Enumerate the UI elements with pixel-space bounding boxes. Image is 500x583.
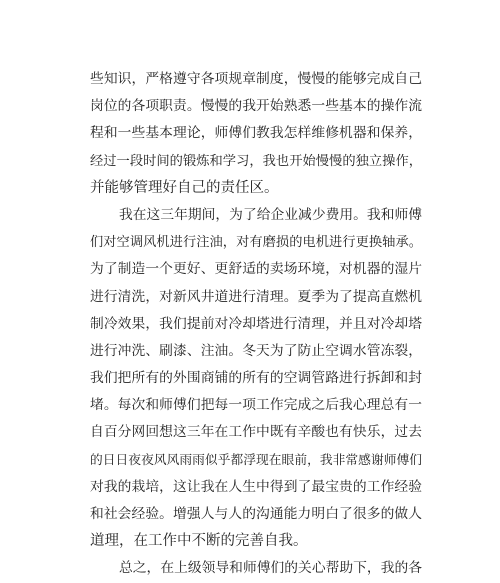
text-line: 道理，在工作中不断的完善自我。 — [90, 533, 308, 550]
paragraph-start-line: 总之，在上级领导和师傅们的关心帮助下，我的各 — [119, 560, 422, 577]
text-line: 我们把所有的外围商铺的所有的空调管路进行拆卸和封 — [90, 370, 422, 387]
text-line: 和社会经验。增强人与人的沟通能力明白了很多的做人 — [90, 506, 422, 522]
text-line: 对我的栽培，这让我在人生中得到了最宝贵的工作经验 — [90, 478, 422, 495]
text-line: 进行清洗，对新风井道进行清理。夏季为了提高直燃机 — [90, 288, 422, 305]
text-line: 进行冲洗、刷漆、注油。冬天为了防止空调水管冻裂， — [90, 342, 422, 359]
text-line: 制冷效果，我们提前对冷却塔进行清理，并且对冷却塔 — [90, 315, 422, 332]
text-line: 经过一段时间的锻炼和学习，我也开始慢慢的独立操作， — [90, 153, 422, 169]
text-line: 为了制造一个更好、更舒适的卖场环境，对机器的湿片 — [90, 261, 422, 278]
text-line: 并能够管理好自己的责任区。 — [90, 179, 279, 196]
text-line: 程和一些基本理论，师傅们教我怎样维修机器和保养， — [90, 125, 422, 142]
paragraph-start-line: 我在这三年期间，为了给企业减少费用。我和师傅 — [119, 206, 422, 223]
text-line: 堵。每次和师傅们把每一项工作完成之后我心理总有一 — [90, 397, 422, 414]
text-line: 的日日夜夜风风雨雨似乎都浮现在眼前，我非常感谢师傅们 — [90, 452, 422, 468]
document-body — [90, 66, 422, 583]
text-line: 岗位的各项职责。慢慢的我开始熟悉一些基本的操作流 — [90, 98, 422, 115]
text-line: 些知识，严格遵守各项规章制度，慢慢的能够完成自己 — [90, 71, 422, 87]
text-line: 们对空调风机进行注油，对有磨损的电机进行更换轴承。 — [90, 235, 422, 251]
text-line: 自百分网回想这三年在工作中既有辛酸也有快乐，过去 — [90, 424, 422, 441]
